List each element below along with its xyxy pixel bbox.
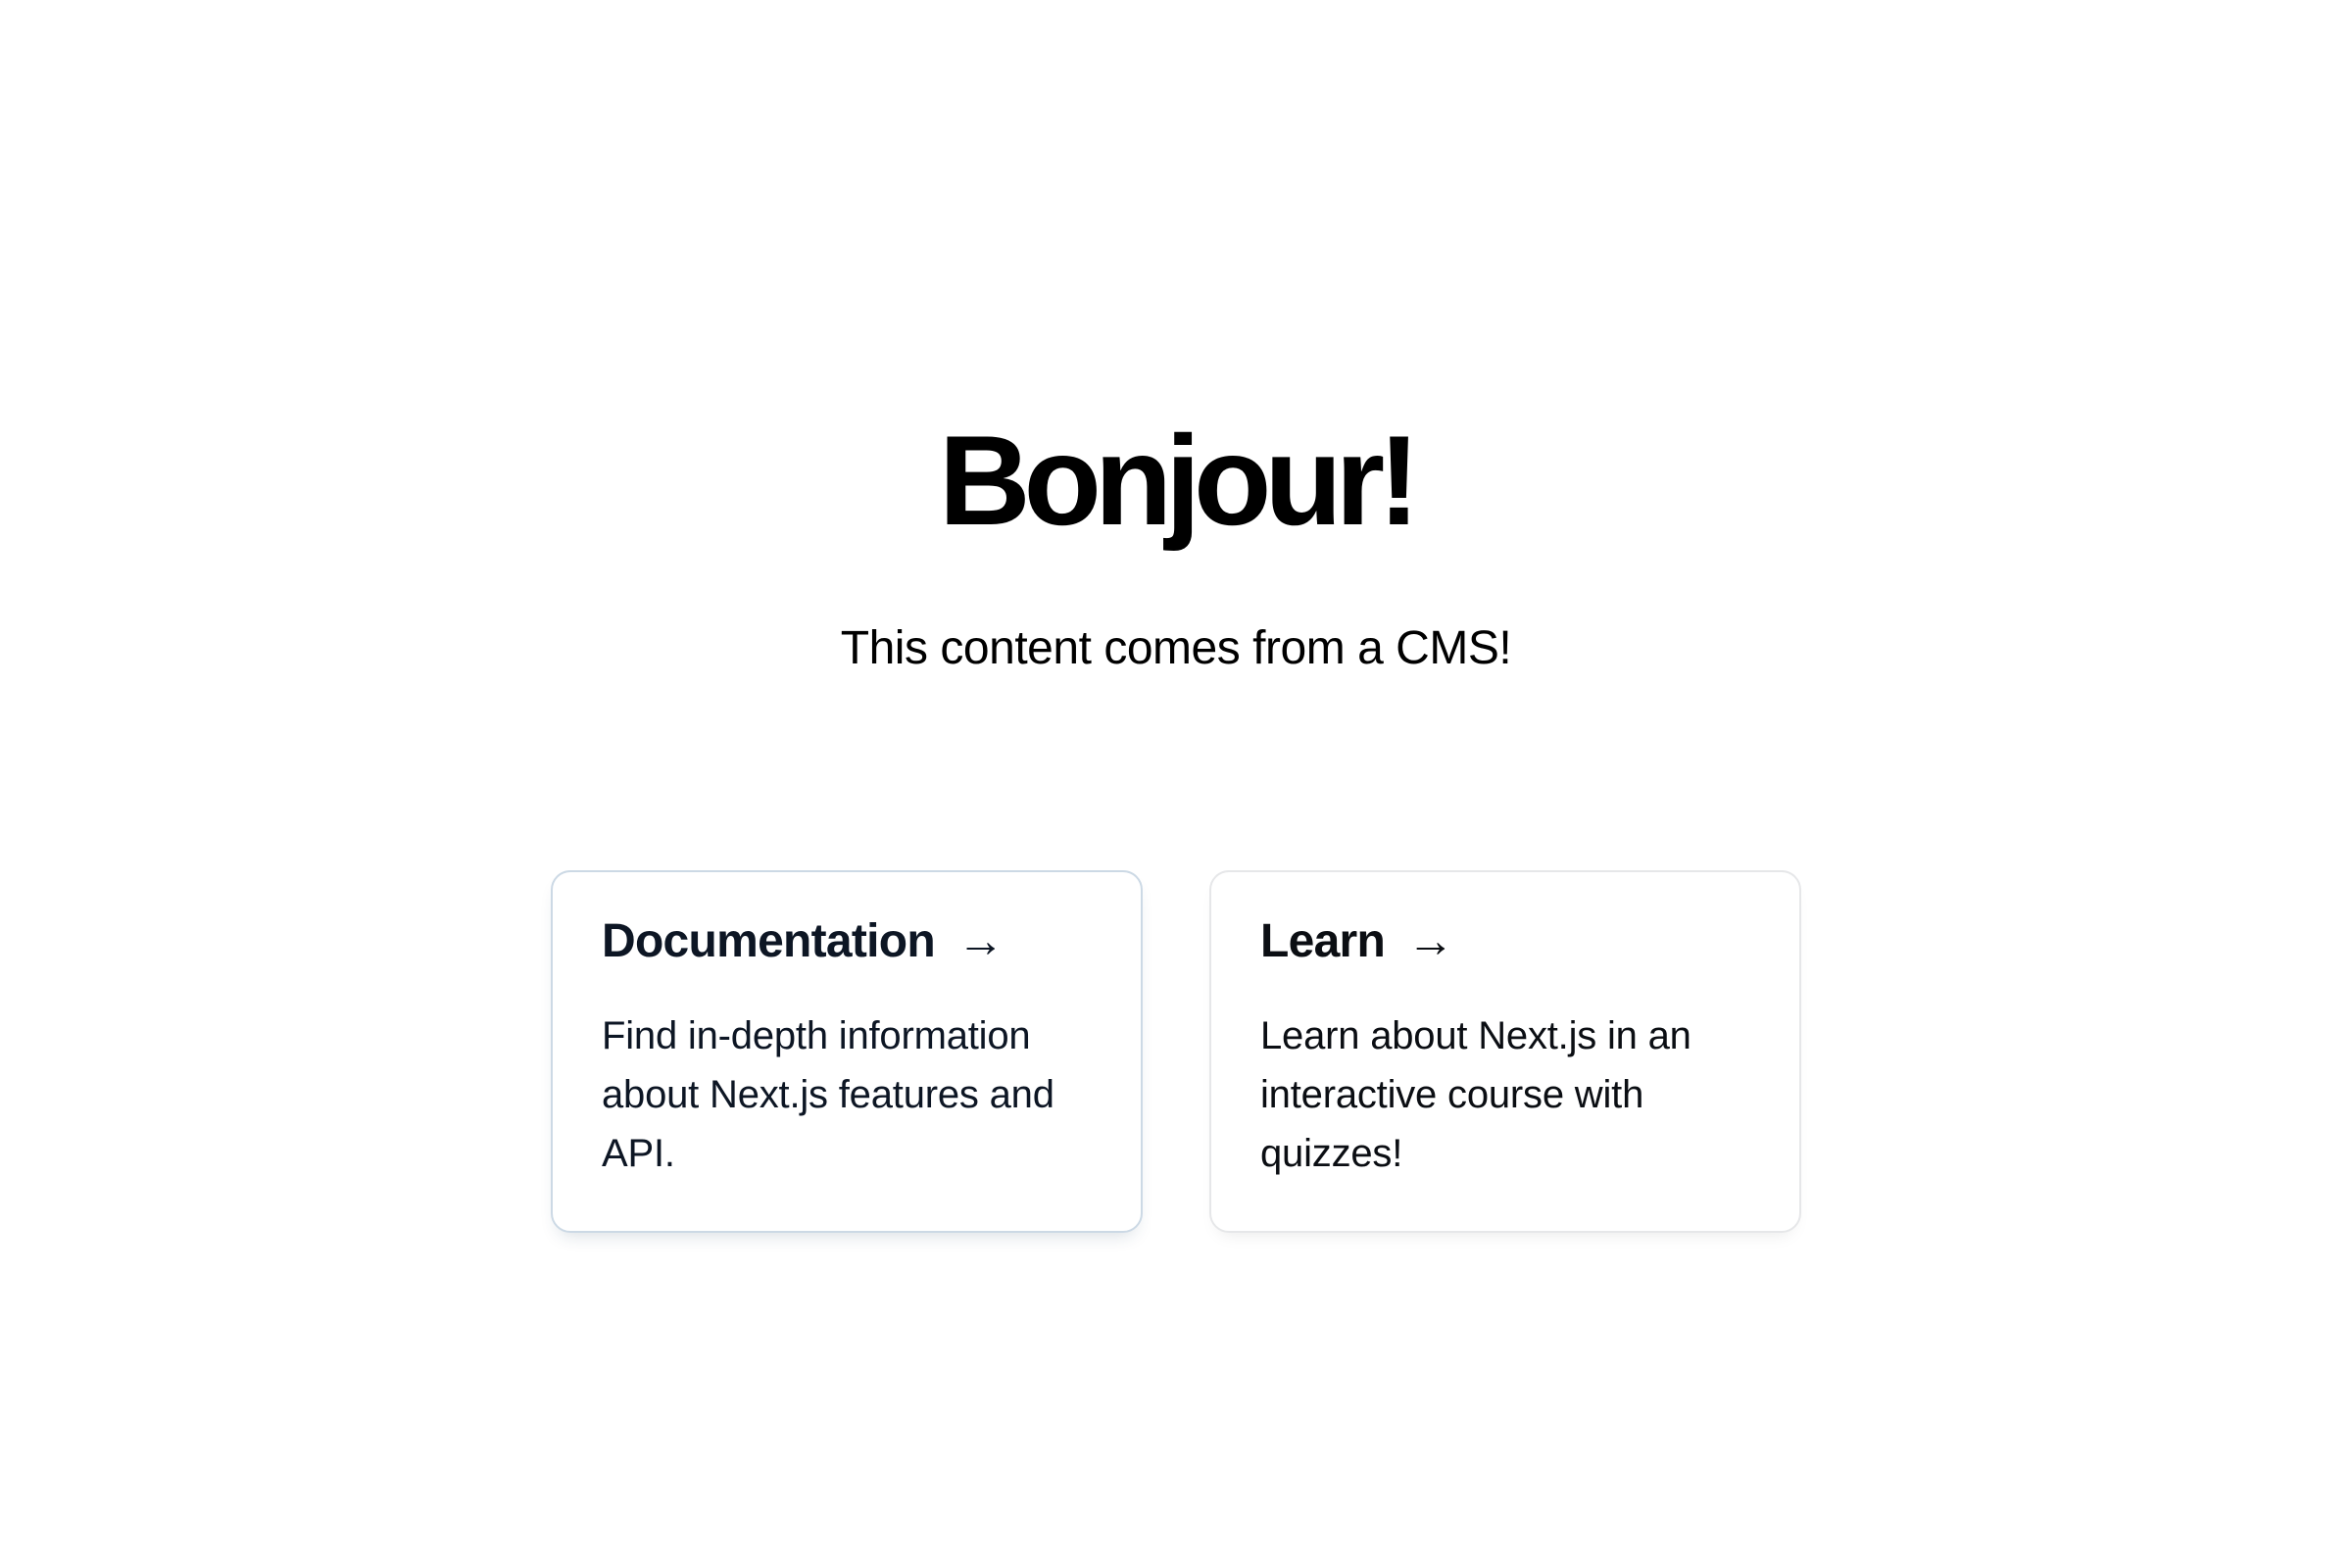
card-documentation-title-text: Documentation [602,914,935,967]
card-learn-title [1260,913,1750,970]
card-learn[interactable] [1209,870,1801,1233]
card-documentation-title [602,913,1092,970]
arrow-right-icon: → [1406,914,1454,967]
card-learn-description: Learn about Next.js in an interactive course with quizzes! [1260,1014,1691,1176]
page-subtitle: This content comes from a CMS! [840,621,1512,674]
arrow-right-icon: → [956,914,1004,967]
page-title: Bonjour! [938,409,1414,552]
card-learn-title-text: Learn [1260,914,1386,967]
card-documentation-description: Find in-depth information about Next.js features and API. [602,1014,1054,1176]
cards-grid [551,870,1801,1233]
card-documentation[interactable] [551,870,1143,1233]
